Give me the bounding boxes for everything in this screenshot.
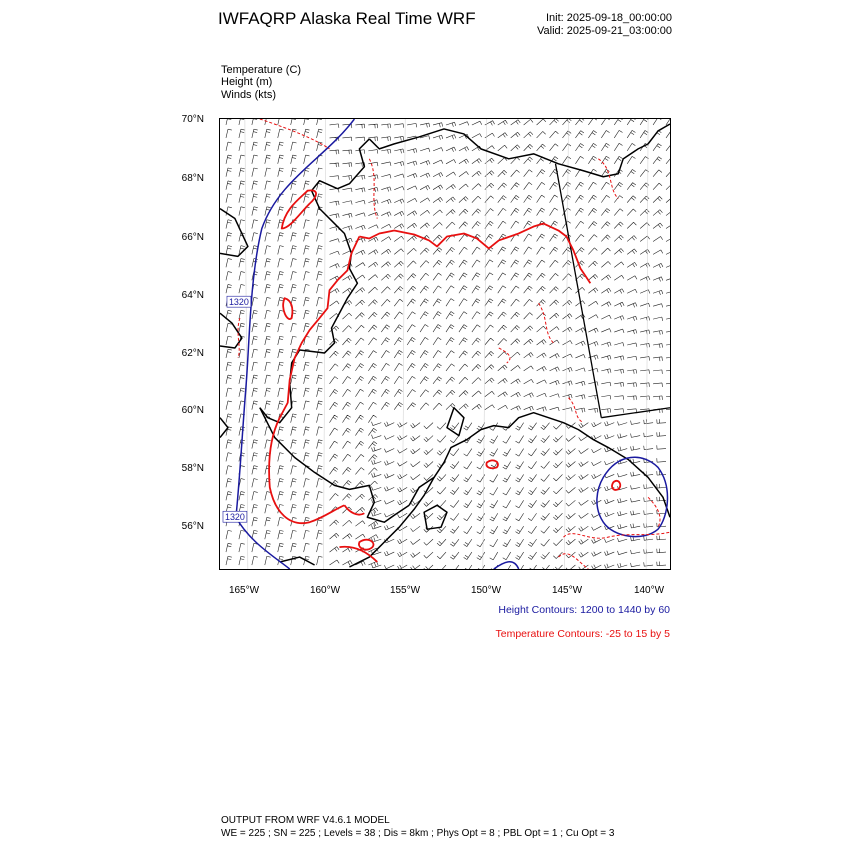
temperature-contours-legend: Temperature Contours: -25 to 15 by 5 [495, 628, 670, 640]
lat-label-64n: 64°N [181, 290, 204, 301]
wind-barbs [226, 118, 671, 570]
height-contours-legend: Height Contours: 1200 to 1440 by 60 [498, 604, 670, 616]
height-label-2: 1320 [224, 512, 245, 523]
lon-label-150w: 150°W [470, 585, 502, 596]
lat-label-66n: 66°N [181, 232, 204, 243]
lon-label-140w: 140°W [633, 585, 665, 596]
field-temperature-label: Temperature (C) [221, 64, 302, 76]
footer-config-line: WE = 225 ; SN = 225 ; Levels = 38 ; Dis = 8km ; Phys Opt = 8 ; PBL Opt = 1 ; Cu Opt = 3 [221, 828, 615, 839]
axis-ticks [219, 121, 220, 526]
init-time: Init: 2025-09-18_00:00:00 [546, 12, 672, 24]
lat-label-58n: 58°N [181, 463, 204, 474]
lon-label-160w: 160°W [309, 585, 341, 596]
lon-label-165w: 165°W [228, 585, 260, 596]
lon-label-145w: 145°W [551, 585, 583, 596]
lat-label-62n: 62°N [181, 348, 204, 359]
height-label-1: 1320 [228, 297, 249, 308]
field-winds-label: Winds (kts) [221, 89, 276, 101]
coastline [220, 124, 670, 567]
map-panel [219, 118, 671, 570]
lat-label-56n: 56°N [181, 521, 204, 532]
field-height-label: Height (m) [221, 76, 273, 88]
lon-label-155w: 155°W [389, 585, 421, 596]
footer-model-line: OUTPUT FROM WRF V4.6.1 MODEL [221, 815, 390, 826]
wind-barb-path [226, 118, 671, 570]
lat-label-68n: 68°N [181, 173, 204, 184]
lat-label-60n: 60°N [181, 405, 204, 416]
border [556, 164, 670, 418]
map-title: IWFAQRP Alaska Real Time WRF [218, 9, 476, 28]
lat-label-70n: 70°N [181, 114, 204, 125]
valid-time: Valid: 2025-09-21_03:00:00 [537, 25, 672, 37]
